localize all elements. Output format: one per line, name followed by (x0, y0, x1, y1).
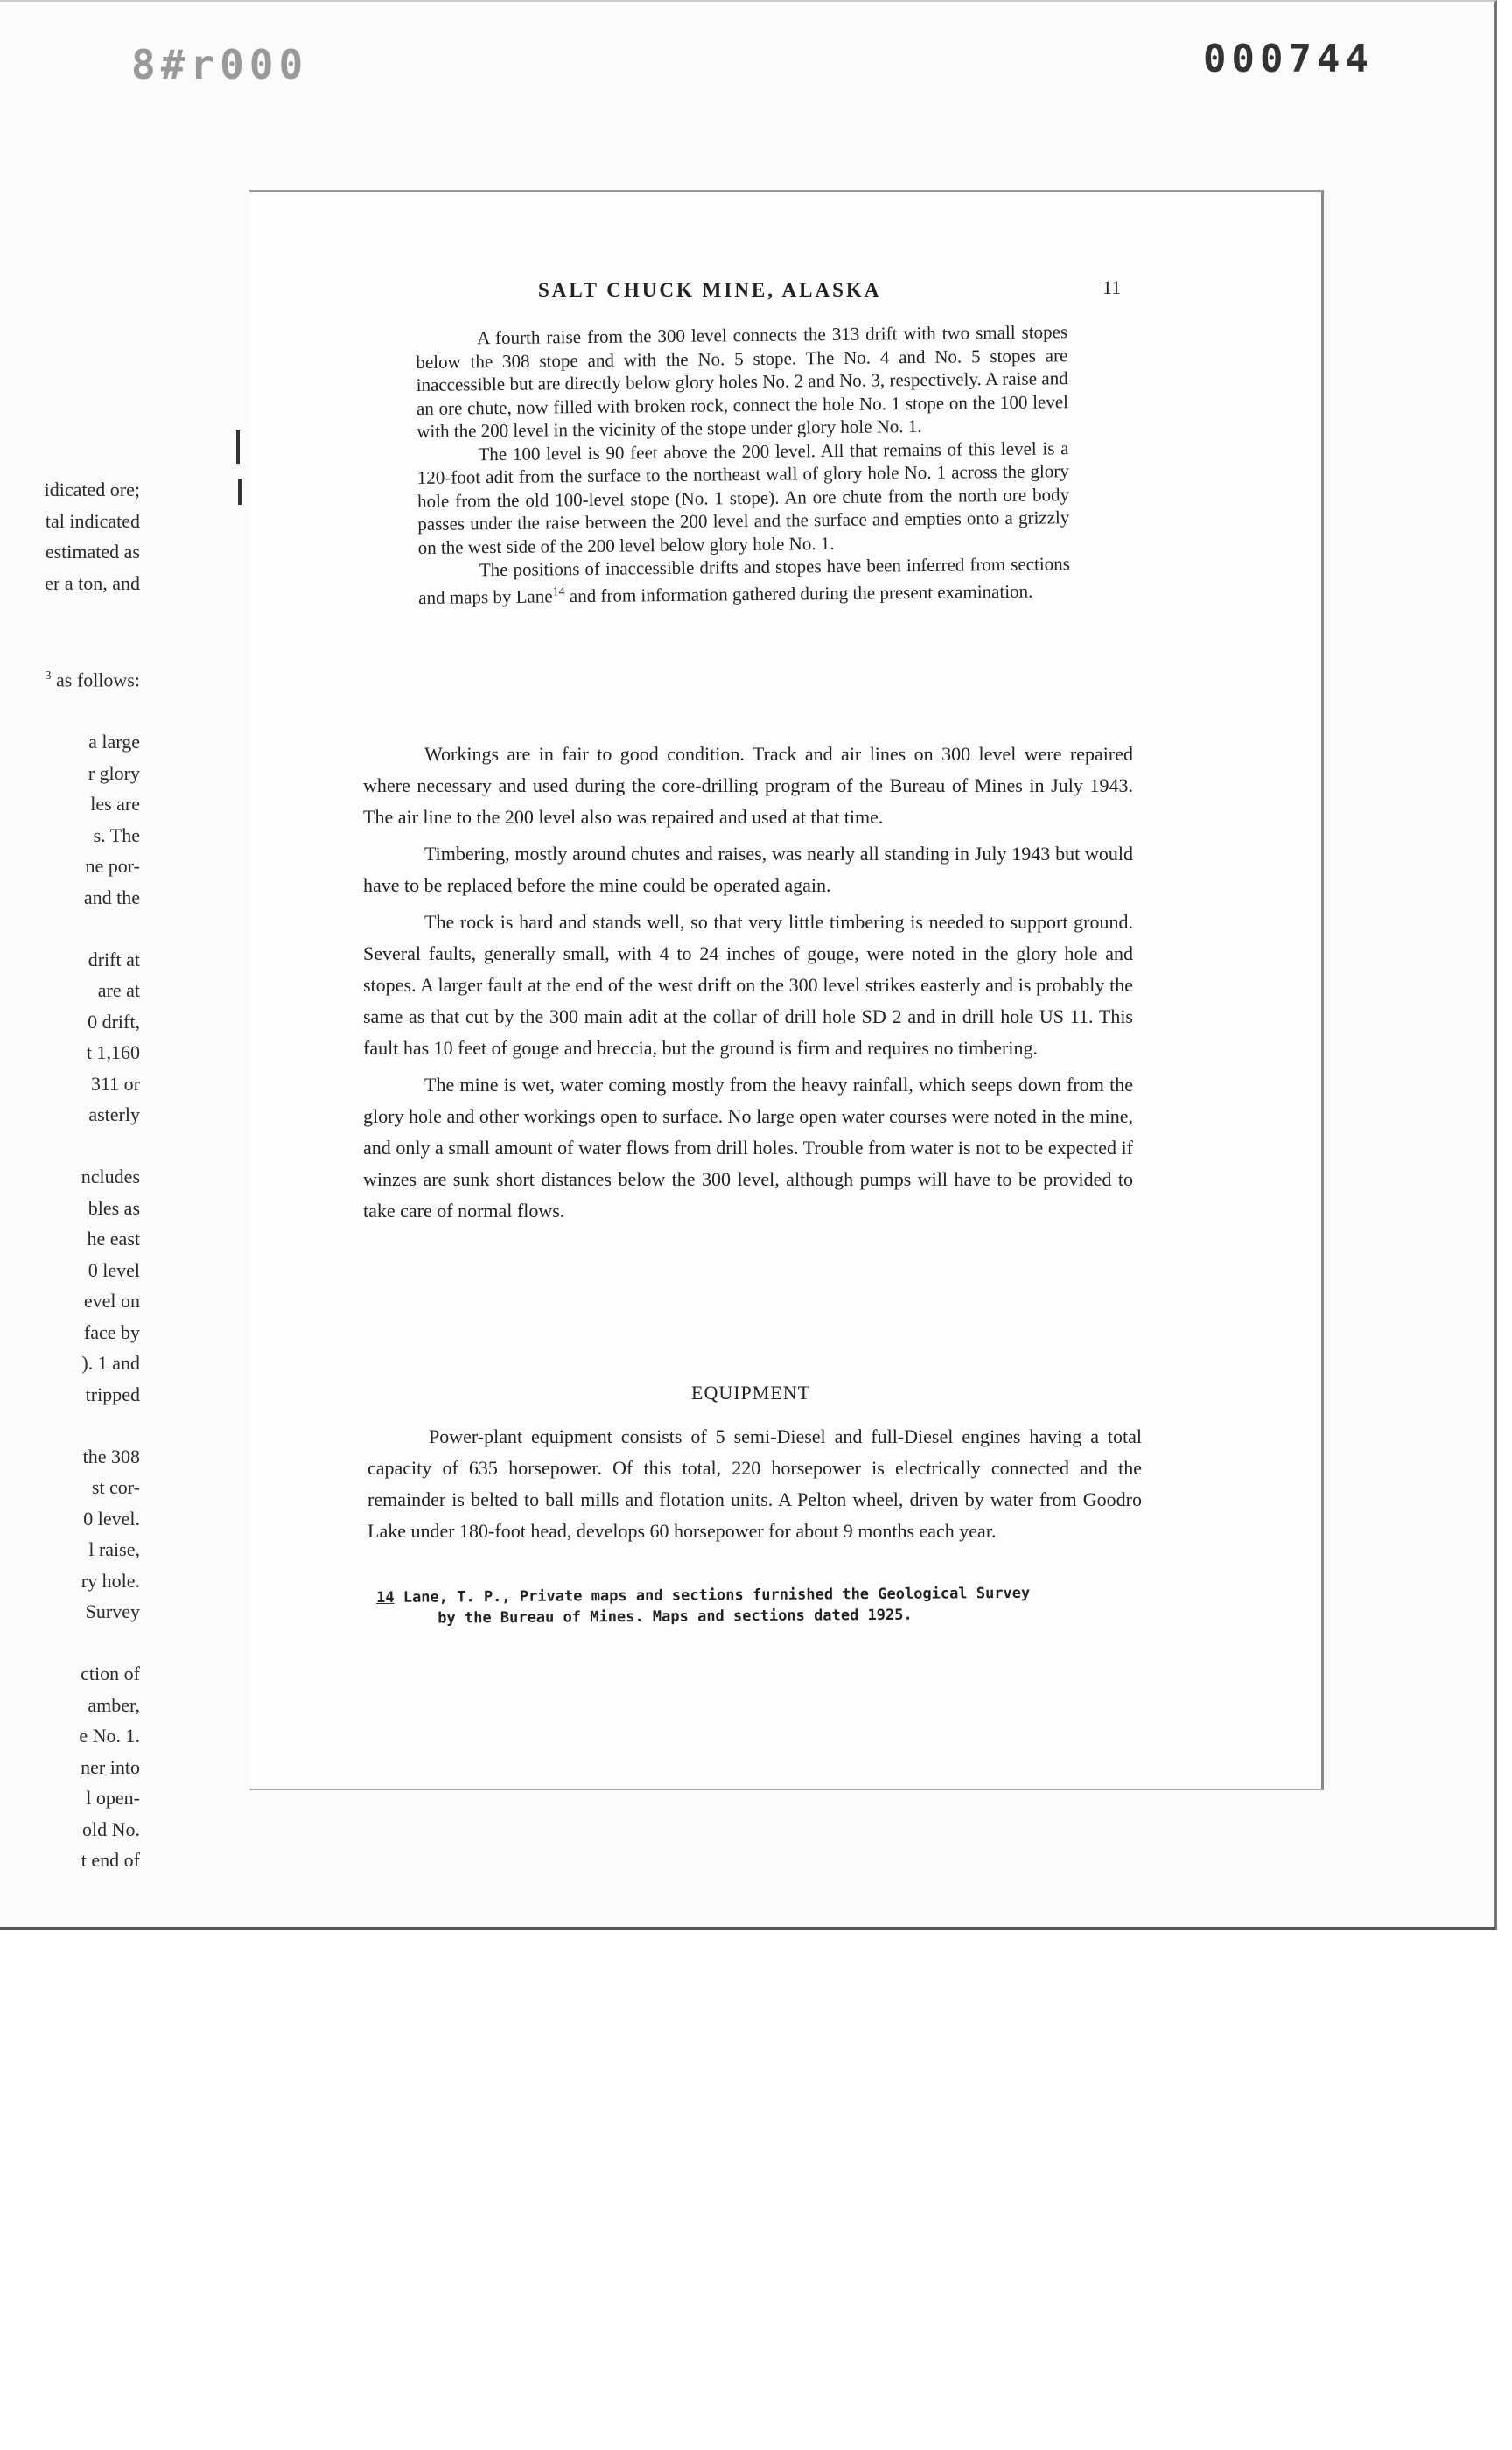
left-fragment-line: l raise, (88, 1538, 140, 1561)
left-fragment-line: old No. (82, 1817, 140, 1840)
stamp-left: 8#r000 (131, 41, 309, 88)
margin-mark (236, 430, 240, 464)
left-fragment-line: asterly (88, 1103, 140, 1126)
left-fragment-line: ncludes (80, 1166, 140, 1188)
left-fragment-line: 0 level (88, 1258, 140, 1281)
footnote-line: by the Bureau of Mines. Maps and sections dated 1925. (438, 1606, 913, 1628)
left-fragment-line (0, 661, 140, 696)
left-fragment-line: he east (87, 1228, 140, 1250)
paragraph: Workings are in fair to good condition. Track and air lines on 300 level were repaired where necessary and used during the core-drilling program of the Bureau of Mines in July 1943. The air line to the 200 level also was repaired and used at that time. (363, 743, 1133, 828)
left-fragment-text: as follows: (51, 668, 140, 691)
footnote-line: Lane, T. P., Private maps and sections furnished the Geological Survey (394, 1584, 1031, 1606)
left-fragment-line: drift at (88, 948, 140, 970)
left-fragment-line: er a ton, and (45, 571, 140, 594)
left-fragment-line: e No. 1. (79, 1725, 140, 1747)
left-fragment-line: t end of (80, 1849, 140, 1872)
left-fragment-line (0, 630, 140, 662)
left-fragment-line: ry hole. (80, 1569, 140, 1592)
paragraph: A fourth raise from the 300 level connects the 313 drift with two small stopes below the 308 stope and with the No. 5 stope. The No. 4 and No. 5 stopes are inaccessible but are directly below glory holes No. 2 and No. 3, respectively. A raise and an ore chute, now filled with broken rock, connect the hole No. 1 stope on the 100 level with the 200 level in the vicinity of the stope under glory hole No. 1. (416, 321, 1069, 442)
paragraph: Timbering, mostly around chutes and raises, was nearly all standing in July 1943 but would have to be replaced before the mine could be operated again. (363, 843, 1133, 896)
page-title: SALT CHUCK MINE, ALASKA (538, 279, 882, 301)
left-fragment-line: evel on (83, 1290, 140, 1312)
left-fragment-line: the 308 (82, 1445, 140, 1467)
left-fragment-line: s. The (93, 823, 140, 846)
section-heading: EQUIPMENT (691, 1382, 811, 1404)
left-fragment-line: ne por- (85, 855, 140, 878)
left-fragment-line: 311 or (90, 1072, 140, 1095)
document-number-stamp: 000744 (1203, 37, 1374, 81)
paragraph: The mine is wet, water coming mostly from the heavy rainfall, which seeps down from the glory hole and other workings open to surface. No large open water courses were noted in the mine, and only a small amount of water flows from drill holes. Trouble from water is not to be expected if winzes are sunk short distances below the 300 level, although pumps will have to be provided to take care of normal flows. (363, 1074, 1133, 1222)
left-page-fragment (0, 474, 140, 1876)
section-b (363, 738, 1133, 1232)
left-fragment-line (0, 1410, 140, 1441)
left-fragment-line: t 1,160 (86, 1041, 140, 1064)
paragraph: The rock is hard and stands well, so that very little timbering is needed to support ground. Several faults, generally small, with 4 to 24 inches of gouge, were noted in the glory hole and stopes. A larger fault at the end of the west drift on the 300 level strikes easterly and is probably the same as that cut by the 300 main adit at the collar of drill hole SD 2 and in drill hole US 11. This fault has 10 feet of gouge and breccia, but the ground is firm and requires no timbering. (363, 911, 1133, 1059)
left-fragment-line: a large (88, 731, 140, 753)
left-fragment-line: ). 1 and (81, 1352, 140, 1375)
left-fragment-line: st cor- (91, 1476, 140, 1499)
footnote-ref: 14 (552, 584, 565, 598)
left-fragment-line (0, 1130, 140, 1162)
left-fragment-line: face by (83, 1320, 140, 1343)
section-c (368, 1421, 1142, 1547)
left-fragment-line: Survey (85, 1600, 140, 1623)
left-fragment-line: r glory (88, 761, 140, 784)
left-fragment-line: amber, (88, 1693, 140, 1716)
left-fragment-line: bles as (88, 1196, 140, 1219)
left-fragment-line: idicated ore; (44, 479, 140, 500)
left-fragment-line: tal indicated (45, 509, 140, 532)
paragraph: The 100 level is 90 feet above the 200 level. All that remains of this level is a 120-foot adit from the surface to the northeast wall of glory hole No. 1 across the glory hole from the old 100-level stope (No. 1 stope). An ore chute from the north ore body passes under the raise between the 200 level and the surface and empties onto a grizzly on the west side of the 200 level below glory hole No. 1. (416, 437, 1070, 558)
left-fragment-line (0, 696, 140, 727)
left-fragment-line: 0 drift, (88, 1010, 140, 1032)
footnote (376, 1582, 1146, 1629)
footnote-number: 14 (376, 1588, 395, 1606)
left-fragment-line: are at (97, 979, 140, 1002)
document-page (249, 190, 1324, 1790)
section-a (416, 320, 1070, 609)
left-fragment-sup: 3 (45, 669, 52, 682)
page-number: 11 (1102, 276, 1122, 298)
left-fragment-line: ner into (80, 1755, 140, 1778)
left-fragment-line: ction of (80, 1662, 140, 1685)
left-fragment-line (0, 1628, 140, 1659)
left-fragment-line: les are (90, 793, 140, 816)
left-fragment-line: 0 level. (83, 1507, 140, 1530)
left-fragment-line (0, 598, 140, 630)
left-fragment-line: and the (83, 886, 140, 908)
margin-mark (238, 479, 242, 505)
paragraph: The positions of inaccessible drifts and stopes have been inferred from sections and maps by Lane$^{14}$ and from information gathered during the present examination. (418, 553, 1070, 608)
left-fragment-line: tripped (85, 1382, 140, 1405)
paragraph: Power-plant equipment consists of 5 semi-Diesel and full-Diesel engines having a total capacity of 635 horsepower. Of this total, 220 horsepower is electrically connected and the remainder is belted to ball mills and flotation units. A Pelton wheel, driven by water from Goodro Lake under 180-foot head, develops 60 horsepower for about 9 months each year. (368, 1425, 1142, 1542)
left-fragment-line: l open- (86, 1787, 140, 1810)
left-fragment-line: estimated as (45, 541, 140, 563)
left-fragment-line (0, 913, 140, 944)
